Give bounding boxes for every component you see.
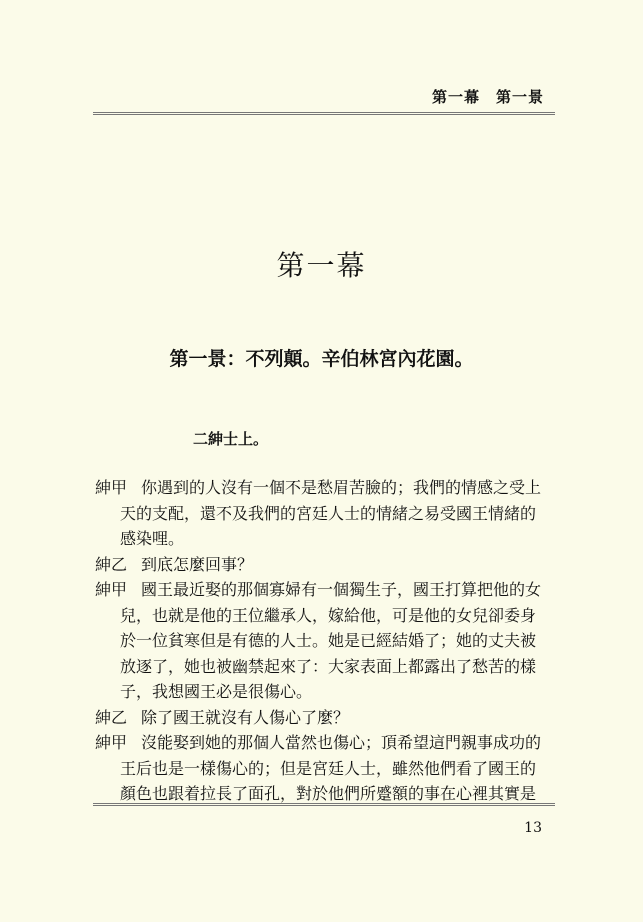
stage-direction: 二紳士上。 xyxy=(193,430,269,448)
dialogue-line xyxy=(95,577,557,705)
footer-rule xyxy=(93,803,555,806)
dialogue-text: 沒能娶到她的那個人當然也傷心；頂希望這門親事成功的 xyxy=(141,733,542,752)
dialogue-text: 放逐了，她也被幽禁起來了：大家表面上都露出了愁苦的樣 xyxy=(120,656,537,676)
dialogue-text: 於一位貧寒但是有德的人士。她是已經結婚了；她的丈夫被 xyxy=(120,631,537,650)
dialogue-text: 除了國王就沒有人傷心了麼？ xyxy=(141,707,350,727)
speaker-name: 紳甲 xyxy=(95,733,128,752)
header-rule xyxy=(93,112,555,115)
dialogue-text: 國王最近娶的那個寡婦有一個獨生子，國王打算把他的女 xyxy=(141,580,542,599)
dialogue-line xyxy=(95,730,557,807)
dialogue-text: 天的支配，還不及我們的宮廷人士的情緒之易受國王情緒的 xyxy=(120,503,537,523)
dialogue-text: 顏色也跟着拉長了面孔，對於他們所蹙額的事在心裡其實是 xyxy=(120,784,537,803)
dialogue-line xyxy=(95,552,557,578)
dialogue-line xyxy=(95,705,557,731)
speaker-name: 紳甲 xyxy=(95,580,128,599)
act-title: 第一幕 xyxy=(276,249,367,282)
dialogue-text: 王后也是一樣傷心的；但是宮廷人士，雖然他們看了國王的 xyxy=(120,758,537,778)
dialogue-text: 子，我想國王必是很傷心。 xyxy=(120,682,313,701)
scene-title: 第一景：不列顛。辛伯林宮內花園。 xyxy=(169,348,474,370)
dialogue-text: 兒，也就是他的王位繼承人，嫁給他，可是他的女兒卻委身 xyxy=(120,605,537,625)
running-header: 第一幕 第一景 xyxy=(431,88,544,106)
dialogue-text: 到底怎麼回事？ xyxy=(141,554,254,574)
speaker-name: 紳乙 xyxy=(95,554,128,574)
dialogue-block xyxy=(95,475,557,807)
dialogue-text: 你遇到的人沒有一個不是愁眉苦臉的；我們的情感之受上 xyxy=(141,478,542,497)
speaker-name: 紳甲 xyxy=(95,478,128,497)
page-number: 13 xyxy=(524,820,542,836)
dialogue-line xyxy=(95,475,557,552)
dialogue-text: 感染哩。 xyxy=(120,529,185,548)
speaker-name: 紳乙 xyxy=(95,707,128,727)
